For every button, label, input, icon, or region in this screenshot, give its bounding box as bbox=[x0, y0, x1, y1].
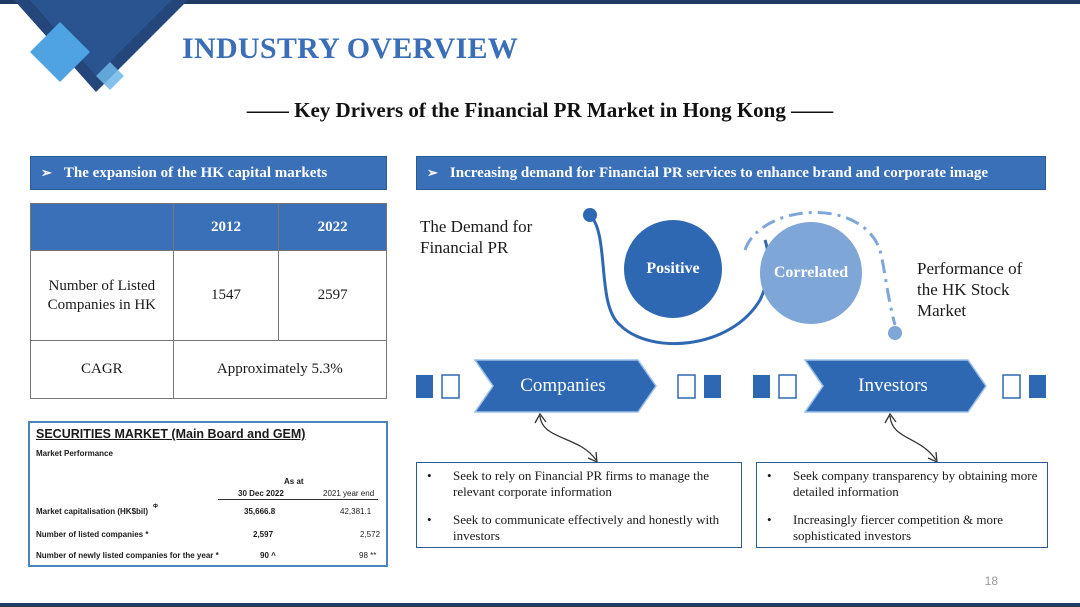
positive-label: Positive bbox=[646, 260, 700, 277]
table-row bbox=[31, 341, 387, 399]
list-item bbox=[767, 468, 1039, 500]
left-header-text: The expansion of the HK capital markets bbox=[63, 164, 328, 181]
flow-square-outline-icon bbox=[779, 375, 796, 398]
bullet-icon: • bbox=[427, 468, 432, 483]
row-label: Number of newly listed companies for the year * bbox=[36, 551, 219, 560]
corner-decoration bbox=[0, 0, 200, 100]
row-value-2021: 98 ** bbox=[359, 551, 377, 560]
securities-subtitle: Market Performance bbox=[36, 449, 113, 458]
row-value-2021: 42,381.1 bbox=[340, 507, 372, 516]
list-item bbox=[427, 468, 733, 500]
row-label-cagr: CAGR bbox=[31, 341, 174, 399]
flow-square-icon bbox=[753, 375, 770, 398]
col-header-2022: 30 Dec 2022 bbox=[238, 489, 284, 498]
row-label: Number of listed companies * bbox=[36, 530, 149, 539]
flow-square-outline-icon bbox=[442, 375, 459, 398]
end-dot-icon bbox=[888, 326, 902, 340]
row-label: Market capitalisation (HK$bil) bbox=[36, 507, 149, 516]
arrow-bullet-icon: ➢ bbox=[427, 165, 438, 180]
row-mark: Φ bbox=[153, 504, 158, 510]
column-rule bbox=[218, 499, 378, 500]
investors-point-2: Increasingly fiercer competition & more sophisticated investors bbox=[793, 512, 1004, 543]
page-number: 18 bbox=[984, 574, 998, 588]
bullet-icon: • bbox=[427, 512, 432, 527]
correlated-label: Correlated bbox=[773, 264, 849, 281]
correlated-circle bbox=[760, 222, 862, 324]
companies-label: Companies bbox=[520, 375, 606, 396]
cell-cagr: Approximately 5.3% bbox=[173, 341, 386, 399]
as-at-label: As at bbox=[284, 477, 304, 486]
start-dot-icon bbox=[583, 208, 597, 222]
companies-point-1: Seek to rely on Financial PR firms to manage the relevant corporate information bbox=[453, 468, 709, 499]
performance-label: Performance of the HK Stock Market bbox=[917, 259, 1023, 320]
listed-companies-table bbox=[30, 203, 387, 399]
investors-point-1: Seek company transparency by obtaining more detailed information bbox=[793, 468, 1038, 499]
row-label-listed: Number of Listed Companies in HK bbox=[31, 251, 174, 341]
col-header-2021: 2021 year end bbox=[323, 489, 375, 498]
right-section-header bbox=[416, 156, 1046, 190]
companies-points-box bbox=[416, 462, 742, 548]
investors-pointer-arrow bbox=[880, 410, 970, 470]
securities-title: SECURITIES MARKET (Main Board and GEM) bbox=[36, 427, 306, 441]
flow-square-icon bbox=[416, 375, 433, 398]
row-value-2022: 90 ^ bbox=[260, 551, 276, 560]
arrow-bullet-icon: ➢ bbox=[41, 165, 52, 180]
flow-square-icon bbox=[704, 375, 721, 398]
table-header-empty bbox=[31, 204, 174, 251]
table-header-2012: 2012 bbox=[173, 204, 279, 251]
flow-square-icon bbox=[1029, 375, 1046, 398]
left-section-header bbox=[30, 156, 387, 190]
bullet-icon: • bbox=[767, 468, 772, 483]
demand-label: The Demand for Financial PR bbox=[420, 217, 533, 257]
bottom-rule bbox=[0, 603, 1080, 607]
companies-pointer-arrow bbox=[530, 410, 620, 470]
cell-2012: 1547 bbox=[173, 251, 279, 341]
investors-points-box bbox=[756, 462, 1048, 548]
right-header-text: Increasing demand for Financial PR services to enhance brand and corporate image bbox=[449, 164, 989, 181]
securities-market-box bbox=[28, 421, 388, 567]
row-value-2021: 2,572 bbox=[360, 530, 381, 539]
row-value-2022: 2,597 bbox=[253, 530, 274, 539]
list-item bbox=[427, 512, 733, 544]
relationship-arcs bbox=[560, 195, 920, 355]
table-header-2022: 2022 bbox=[279, 204, 387, 251]
slide-title: INDUSTRY OVERVIEW bbox=[182, 32, 519, 65]
cell-2022: 2597 bbox=[279, 251, 387, 341]
table-header-row bbox=[31, 204, 387, 251]
list-item bbox=[767, 512, 1039, 544]
companies-point-2: Seek to communicate effectively and honestly with investors bbox=[453, 512, 720, 543]
row-value-2022: 35,666.8 bbox=[244, 507, 276, 516]
bullet-icon: • bbox=[767, 512, 772, 527]
flow-square-outline-icon bbox=[1003, 375, 1020, 398]
positive-circle bbox=[624, 220, 722, 318]
flow-square-outline-icon bbox=[678, 375, 695, 398]
table-row bbox=[31, 251, 387, 341]
investors-label: Investors bbox=[858, 375, 928, 396]
slide-subtitle: —— Key Drivers of the Financial PR Market in Hong Kong —— bbox=[246, 98, 834, 122]
